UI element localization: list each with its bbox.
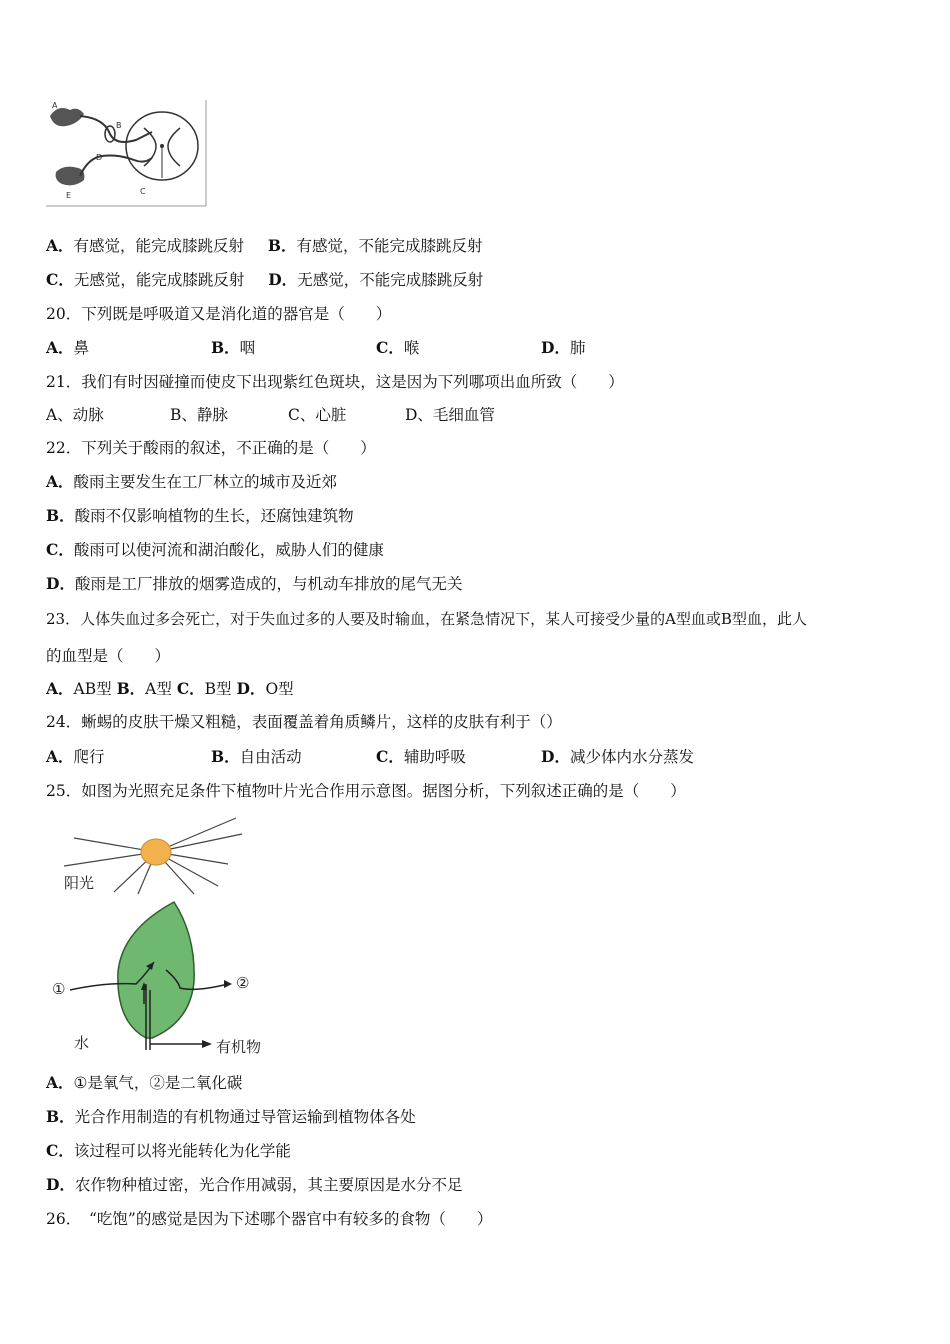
input-label: ① [52,980,66,998]
q20-option-d: 肺 [569,339,586,357]
q19-option-d: 无感觉，不能完成膝跳反射 [297,271,484,289]
q21-option-c: C、心脏 [288,406,347,424]
q25-option-d-row [46,1175,462,1195]
q23-option-d: O型 [265,680,294,698]
q25-option-b: 光合作用制造的有机物通过导管运输到植物体各处 [74,1108,416,1126]
q22-option-d-letter: D． [46,574,75,593]
q20-option-a: 鼻 [73,339,90,357]
q23-stem-line-1: 23．人体失血过多会死亡，对于失血过多的人要及时输血，在紧急情况下，某人可接受少量的A型血或B型血，此人 [46,610,807,628]
q23-option-a-letter: A． [46,679,74,698]
q19-option-c: 无感觉，能完成膝跳反射 [73,271,245,289]
q23-options [46,679,294,699]
q22-option-d: 酸雨是工厂排放的烟雾造成的，与机动车排放的尾气无关 [74,575,463,593]
organic-matter-label: 有机物 [216,1038,262,1056]
q24-option-d: 减少体内水分蒸发 [569,748,694,766]
q21-options [46,405,495,425]
q22-option-b-letter: B． [46,506,75,525]
q23-option-d-letter: D． [236,679,266,698]
q22-option-d-row [46,574,462,594]
q23-option-c-letter: C． [176,679,205,698]
q19-option-d-letter: D． [268,270,298,289]
sun-label: 阳光 [64,874,95,892]
photosynthesis-diagram [46,812,286,1060]
water-label: 水 [74,1034,90,1052]
leaf-shape [118,902,194,1038]
q25-option-b-row [46,1107,416,1127]
q21-option-d: D、毛细血管 [405,406,495,424]
q25-option-a: ①是氧气，②是二氧化碳 [73,1074,243,1092]
q22-option-a: 酸雨主要发生在工厂林立的城市及近郊 [73,473,338,491]
q23-option-b-letter: B． [116,679,146,698]
svg-text:A: A [52,101,58,110]
q22-option-b-row [46,506,354,526]
q19-option-a-letter: A． [46,236,74,255]
svg-text:C: C [140,187,146,196]
q19-option-b-letter: B． [267,236,297,255]
q19-options-row-1 [46,236,483,256]
q22-option-b: 酸雨不仅影响植物的生长，还腐蚀建筑物 [74,507,354,525]
q21-option-b: B、静脉 [170,406,228,424]
q23-option-a: AB型 [73,680,112,698]
q24-option-a: 爬行 [73,748,105,766]
q20-option-c: 喉 [403,339,420,357]
output-label: ② [236,974,250,992]
q25-option-d-letter: D． [46,1175,75,1194]
q25-stem: 25．如图为光照充足条件下植物叶片光合作用示意图。据图分析，下列叙述正确的是（ ） [46,782,686,800]
q23-option-b: A型 [145,680,172,698]
q21-option-a: A、动脉 [46,406,104,424]
q22-option-c: 酸雨可以使河流和湖泊酸化，威胁人们的健康 [73,541,384,559]
q20-options [46,338,585,358]
q25-option-c-letter: C． [46,1141,74,1160]
q24-option-b-letter: B． [211,747,240,766]
reflex-arc-diagram [44,98,208,208]
q19-option-a: 有感觉，能完成膝跳反射 [73,237,245,255]
q24-option-c-letter: C． [376,747,404,766]
q24-option-b: 自由活动 [239,748,302,766]
q19-option-b: 有感觉，不能完成膝跳反射 [296,237,483,255]
svg-text:D: D [96,153,103,162]
receptor-shape [50,108,84,126]
q22-option-a-letter: A． [46,472,74,491]
q25-option-a-letter: A． [46,1073,74,1092]
q25-option-c-row [46,1141,291,1161]
q22-option-a-row [46,472,337,492]
q20-option-b-letter: B． [211,338,240,357]
q20-stem: 20．下列既是呼吸道又是消化道的器官是（ ） [46,305,392,323]
q20-option-a-letter: A． [46,338,74,357]
q24-options [46,747,694,767]
q22-stem: 22．下列关于酸雨的叙述，不正确的是（ ） [46,439,376,457]
q25-option-c: 该过程可以将光能转化为化学能 [73,1142,291,1160]
q24-option-d-letter: D． [541,747,570,766]
q26-stem: 26． “吃饱”的感觉是因为下述哪个器官中有较多的食物（ ） [46,1210,493,1228]
q24-option-c: 辅助呼吸 [403,748,466,766]
q23-option-c: B型 [204,680,232,698]
q20-option-d-letter: D． [541,338,570,357]
q19-option-c-letter: C． [46,270,74,289]
q20-option-b: 咽 [239,339,256,357]
q25-option-a-row [46,1073,242,1093]
q22-option-c-row [46,540,384,560]
photosynthesis-figure [46,812,286,1060]
q21-stem: 21．我们有时因碰撞而使皮下出现紫红色斑块，这是因为下列哪项出血所致（ ） [46,373,624,391]
q19-options-row-2 [46,270,483,290]
svg-text:B: B [116,121,122,130]
q22-option-c-letter: C． [46,540,74,559]
q23-stem-line-2: 的血型是（ ） [46,647,171,665]
q20-option-c-letter: C． [376,338,404,357]
q24-stem: 24．蜥蜴的皮肤干燥又粗糙，表面覆盖着角质鳞片，这样的皮肤有利于（） [46,713,562,731]
reflex-arc-figure [44,98,208,208]
q24-option-a-letter: A． [46,747,74,766]
svg-text:E: E [66,191,72,200]
q25-option-b-letter: B． [46,1107,75,1126]
q25-option-d: 农作物种植过密，光合作用减弱，其主要原因是水分不足 [74,1176,463,1194]
sun-shape [141,839,171,865]
